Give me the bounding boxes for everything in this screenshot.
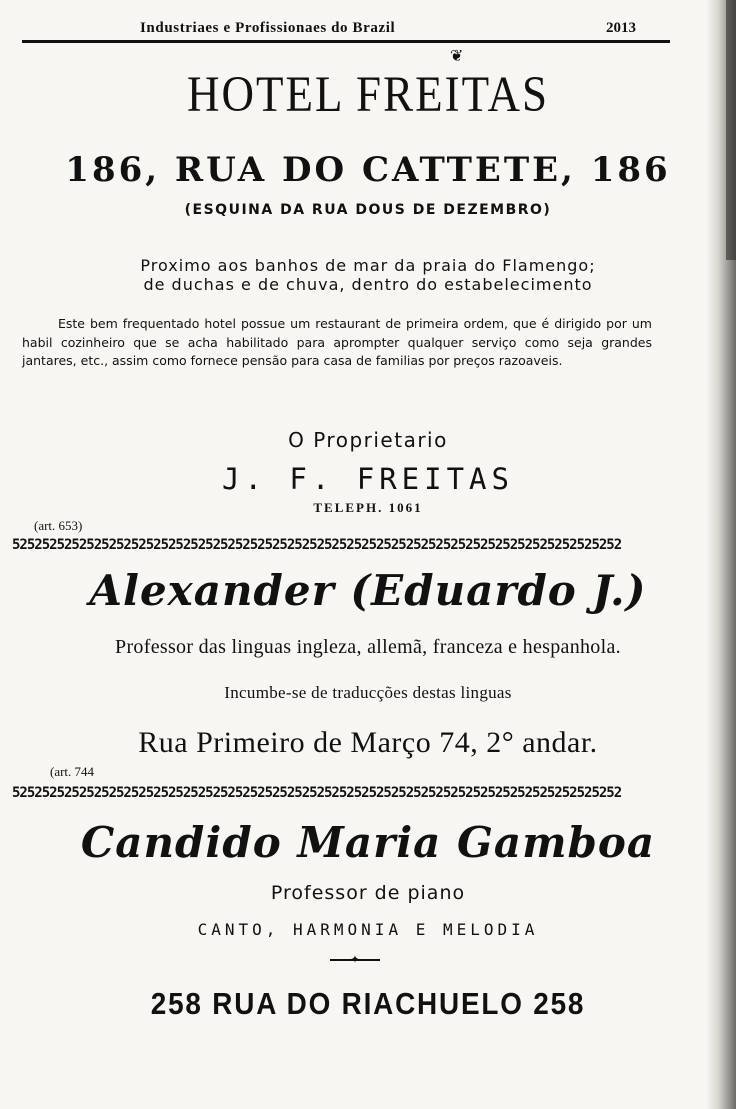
- hotel-title: HOTEL FREITAS: [187, 66, 549, 122]
- hotel-location-note: [0, 256, 736, 294]
- hotel-address: 186, RUA DO CATTETE, 186: [65, 150, 671, 190]
- hotel-location-line-2: de duchas e de chuva, dentro do estabelecimento: [143, 275, 593, 294]
- alexander-services: Incumbe-se de traducções destas linguas: [224, 683, 512, 702]
- header-rule: [22, 40, 670, 43]
- proprietor-label: O Proprietario: [288, 428, 448, 452]
- hotel-description: [22, 315, 652, 371]
- proprietor-name: J. F. FREITAS: [222, 462, 514, 496]
- fleuron-icon: ❦: [450, 48, 464, 65]
- hotel-description-paragraph: Este bem frequentado hotel possue um restaurant de primeira ordem, que é dirigido por um habil cozinheiro que se acha habilitado para aprompter qualquer serviço como seja grandes jantares, etc., assim como fornece pensão para casa de familias por preços razoaveis.: [22, 316, 652, 368]
- hotel-telephone: TELEPH. 1061: [313, 500, 423, 515]
- gamboa-subjects: CANTO, HARMONIA E MELODIA: [197, 920, 539, 939]
- greek-key-border: 5252525252525252525252525252525252525252525252525252525252525252525252525252525252: [12, 538, 622, 552]
- gamboa-address: 258 RUA DO RIACHUELO 258: [150, 986, 586, 1021]
- gamboa-profession: Professor de piano: [270, 882, 466, 904]
- page-number: 2013: [606, 20, 636, 36]
- running-head: Industriaes e Profissionaes do Brazil: [140, 20, 396, 36]
- alexander-profession: Professor das linguas ingleza, allemã, franceza e hespanhola.: [115, 636, 621, 658]
- gamboa-name: Candido Maria Gamboa: [80, 818, 656, 867]
- article-reference: (art. 744: [50, 764, 95, 779]
- article-reference: (art. 653): [34, 518, 83, 533]
- divider-ornament-icon: ✦: [350, 954, 360, 966]
- hotel-corner-note: (ESQUINA DA RUA DOUS DE DEZEMBRO): [184, 202, 552, 218]
- alexander-name: Alexander (Eduardo J.): [89, 566, 647, 615]
- hotel-location-line-1: Proximo aos banhos de mar da praia do Flamengo;: [140, 256, 596, 275]
- greek-key-border: 5252525252525252525252525252525252525252525252525252525252525252525252525252525252: [12, 786, 622, 800]
- alexander-address: Rua Primeiro de Março 74, 2° andar.: [138, 726, 598, 759]
